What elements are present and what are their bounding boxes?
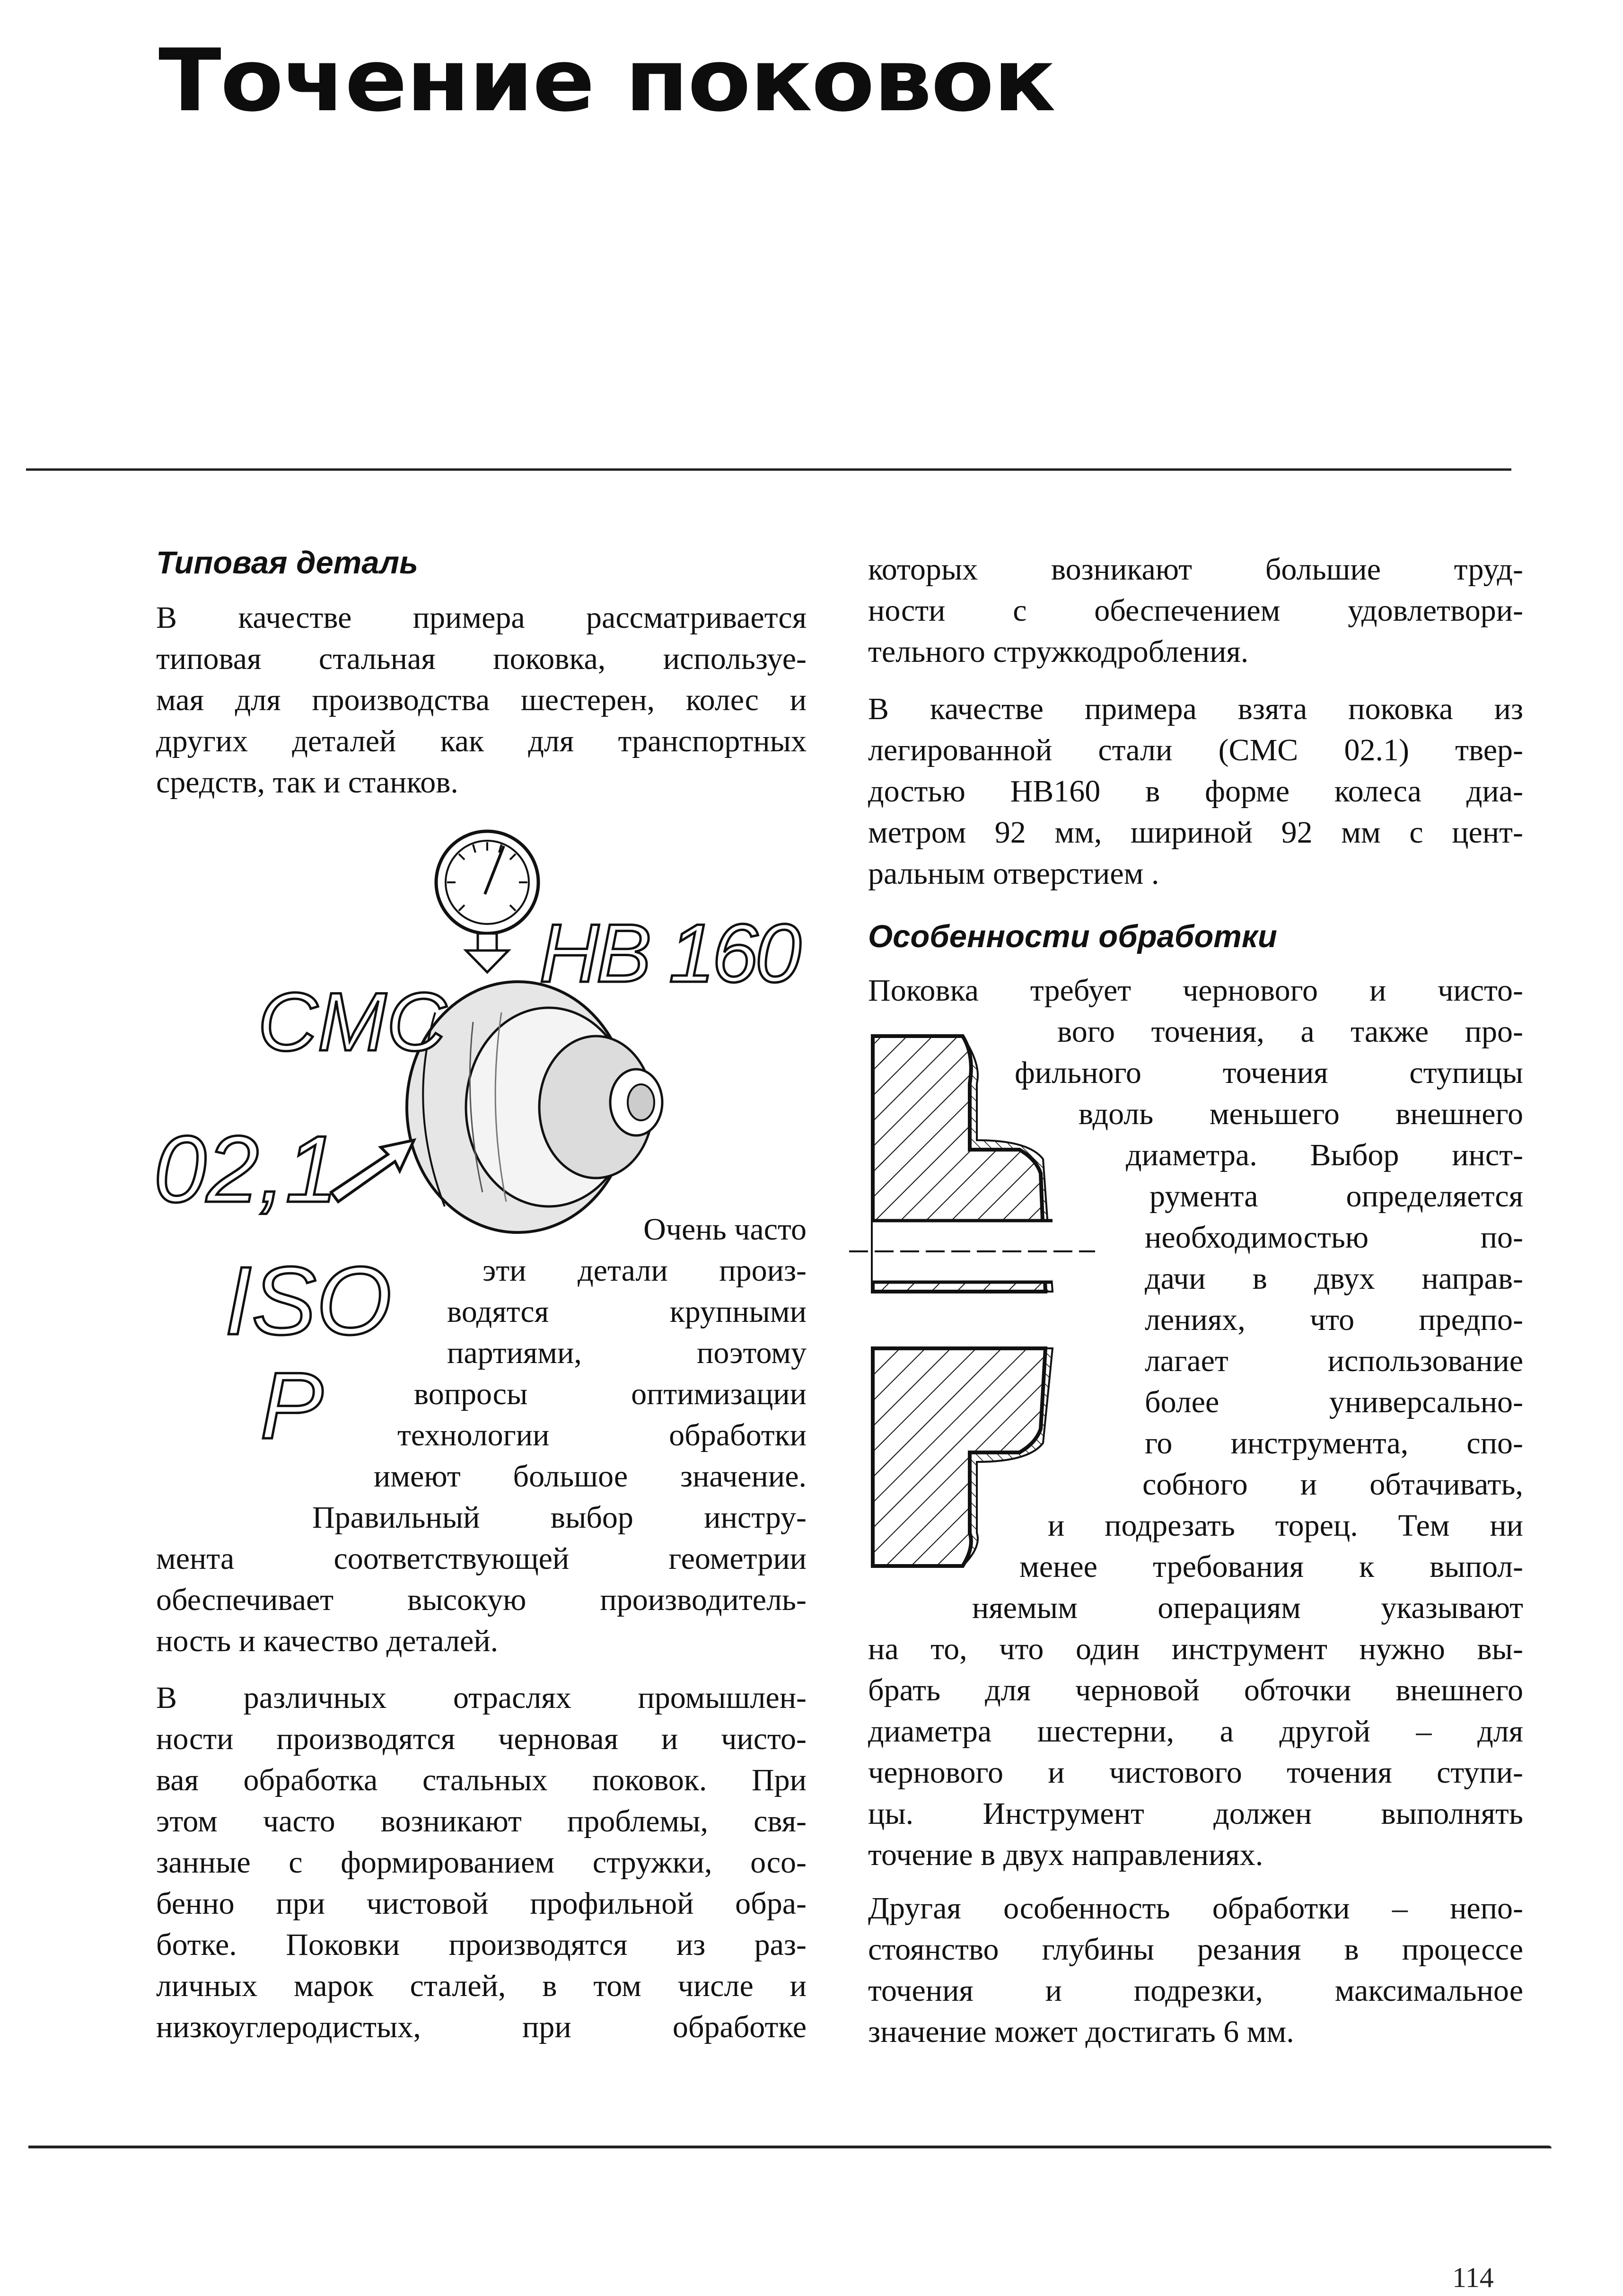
text-line: личных марок сталей, в том числе и bbox=[156, 1969, 807, 2003]
section-heading-machining-features: Особенности обработки bbox=[868, 919, 1277, 954]
hardness-gauge-icon bbox=[436, 831, 538, 972]
text-line: брать для черновой обточки внешнего bbox=[868, 1673, 1523, 1707]
text-line: ность и качество деталей. bbox=[156, 1624, 499, 1658]
top-rule bbox=[26, 468, 1511, 471]
text-line: вдоль меньшего внешнего bbox=[1079, 1097, 1523, 1131]
bottom-rule bbox=[28, 2146, 1552, 2148]
text-line: этом часто возникают проблемы, свя- bbox=[156, 1804, 807, 1839]
section-heading-typical-part: Типовая деталь bbox=[156, 545, 418, 581]
text-line: фильного точения ступицы bbox=[1015, 1056, 1523, 1090]
industry-paragraph bbox=[156, 1677, 807, 2048]
text-line: занные с формированием стружки, осо- bbox=[156, 1845, 807, 1880]
text-line: эти детали произ- bbox=[483, 1253, 807, 1288]
text-line: ботке. Поковки производятся из раз- bbox=[156, 1927, 807, 1962]
intro-paragraph bbox=[156, 597, 807, 803]
depth-of-cut-paragraph bbox=[868, 1888, 1523, 2052]
text-line: дачи в двух направ- bbox=[1145, 1261, 1523, 1296]
text-line: точение в двух направлениях. bbox=[868, 1838, 1263, 1872]
text-line: имеют большое значение. bbox=[374, 1459, 807, 1494]
text-line: цы. Инструмент должен выполнять bbox=[868, 1796, 1523, 1831]
text-line: Очень часто bbox=[643, 1212, 807, 1247]
text-line: бенно при чистовой профильной обра- bbox=[156, 1886, 807, 1921]
material-label: CMC bbox=[258, 976, 447, 1068]
text-line: значение может достигать 6 мм. bbox=[868, 2014, 1294, 2049]
iso-group-label: P bbox=[260, 1353, 324, 1459]
text-line: мая для производства шестерен, колес и bbox=[156, 683, 807, 717]
text-line: ральным отверстием . bbox=[868, 856, 1159, 891]
text-line: няемым операциям указывают bbox=[972, 1591, 1523, 1625]
text-line: чернового и чистового точения ступи- bbox=[868, 1755, 1523, 1790]
text-line: точения и подрезки, максимальное bbox=[868, 1973, 1523, 2008]
text-line: типовая стальная поковка, используе- bbox=[156, 642, 807, 676]
text-line: мента соответствующей геометрии bbox=[156, 1541, 807, 1576]
text-line: лагает использование bbox=[1145, 1344, 1523, 1378]
text-line: вая обработка стальных поковок. При bbox=[156, 1763, 807, 1797]
text-line: Поковка требует чернового и чисто- bbox=[868, 973, 1523, 1008]
text-line: Правильный выбор инстру- bbox=[312, 1500, 807, 1535]
text-line: необходимостью по- bbox=[1145, 1220, 1523, 1255]
hardness-label: HB 160 bbox=[539, 907, 798, 1000]
tool-choice-paragraph bbox=[156, 1538, 807, 1662]
text-line: и подрезать торец. Тем ни bbox=[1048, 1508, 1523, 1543]
text-line: В качестве примера рассматривается bbox=[156, 600, 807, 635]
text-line: технологии обработки bbox=[397, 1418, 807, 1452]
text-line: тельного стружкодробления. bbox=[868, 634, 1249, 669]
iso-label: ISO bbox=[225, 1247, 392, 1355]
text-line: вого точения, а также про- bbox=[1057, 1014, 1523, 1049]
page-number: 114 bbox=[1452, 2262, 1494, 2293]
arrow-icon bbox=[331, 1140, 414, 1202]
page-title: Точение поковок bbox=[158, 30, 1055, 131]
text-line: обеспечивает высокую производитель- bbox=[156, 1583, 807, 1617]
text-line: румента определяется bbox=[1149, 1179, 1523, 1214]
text-line: вопросы оптимизации bbox=[414, 1377, 807, 1411]
text-line: менее требования к выпол- bbox=[1019, 1549, 1523, 1584]
text-line: достью НВ160 в форме колеса диа- bbox=[868, 774, 1523, 809]
material-code-label: 02,1 bbox=[154, 1117, 338, 1222]
text-line: Другая особенность обработки – непо- bbox=[868, 1891, 1523, 1926]
text-line: го инструмента, спо- bbox=[1145, 1426, 1523, 1460]
text-line: водятся крупными bbox=[447, 1294, 807, 1329]
example-paragraph bbox=[868, 688, 1523, 894]
text-line: которых возникают большие труд- bbox=[868, 552, 1523, 587]
text-line: метром 92 мм, шириной 92 мм с цент- bbox=[868, 815, 1523, 850]
text-line: партиями, поэтому bbox=[447, 1336, 807, 1370]
text-line: более универсально- bbox=[1145, 1385, 1523, 1419]
text-line: ности с обеспечением удовлетвори- bbox=[868, 593, 1523, 628]
text-line: других деталей как для транспортных bbox=[156, 724, 807, 758]
text-line: низкоуглеродистых, при обработке bbox=[156, 2010, 807, 2044]
text-line: ности производятся черновая и чисто- bbox=[156, 1722, 807, 1756]
text-line: В качестве примера взята поковка из bbox=[868, 692, 1523, 726]
text-line: собного и обтачивать, bbox=[1142, 1467, 1523, 1502]
text-line: диаметра. Выбор инст- bbox=[1126, 1138, 1523, 1172]
continuation-paragraph bbox=[868, 549, 1523, 672]
text-line: диаметра шестерни, а другой – для bbox=[868, 1714, 1523, 1749]
text-line: легированной стали (СМС 02.1) твер- bbox=[868, 733, 1523, 767]
text-line: стоянство глубины резания в процессе bbox=[868, 1932, 1523, 1967]
text-line: средств, так и станков. bbox=[156, 765, 458, 800]
features-paragraph-continued bbox=[868, 1628, 1523, 1875]
text-line: лениях, что предпо- bbox=[1145, 1302, 1523, 1337]
text-line: В различных отраслях промышлен- bbox=[156, 1680, 807, 1715]
text-line: на то, что один инструмент нужно вы- bbox=[868, 1632, 1523, 1666]
